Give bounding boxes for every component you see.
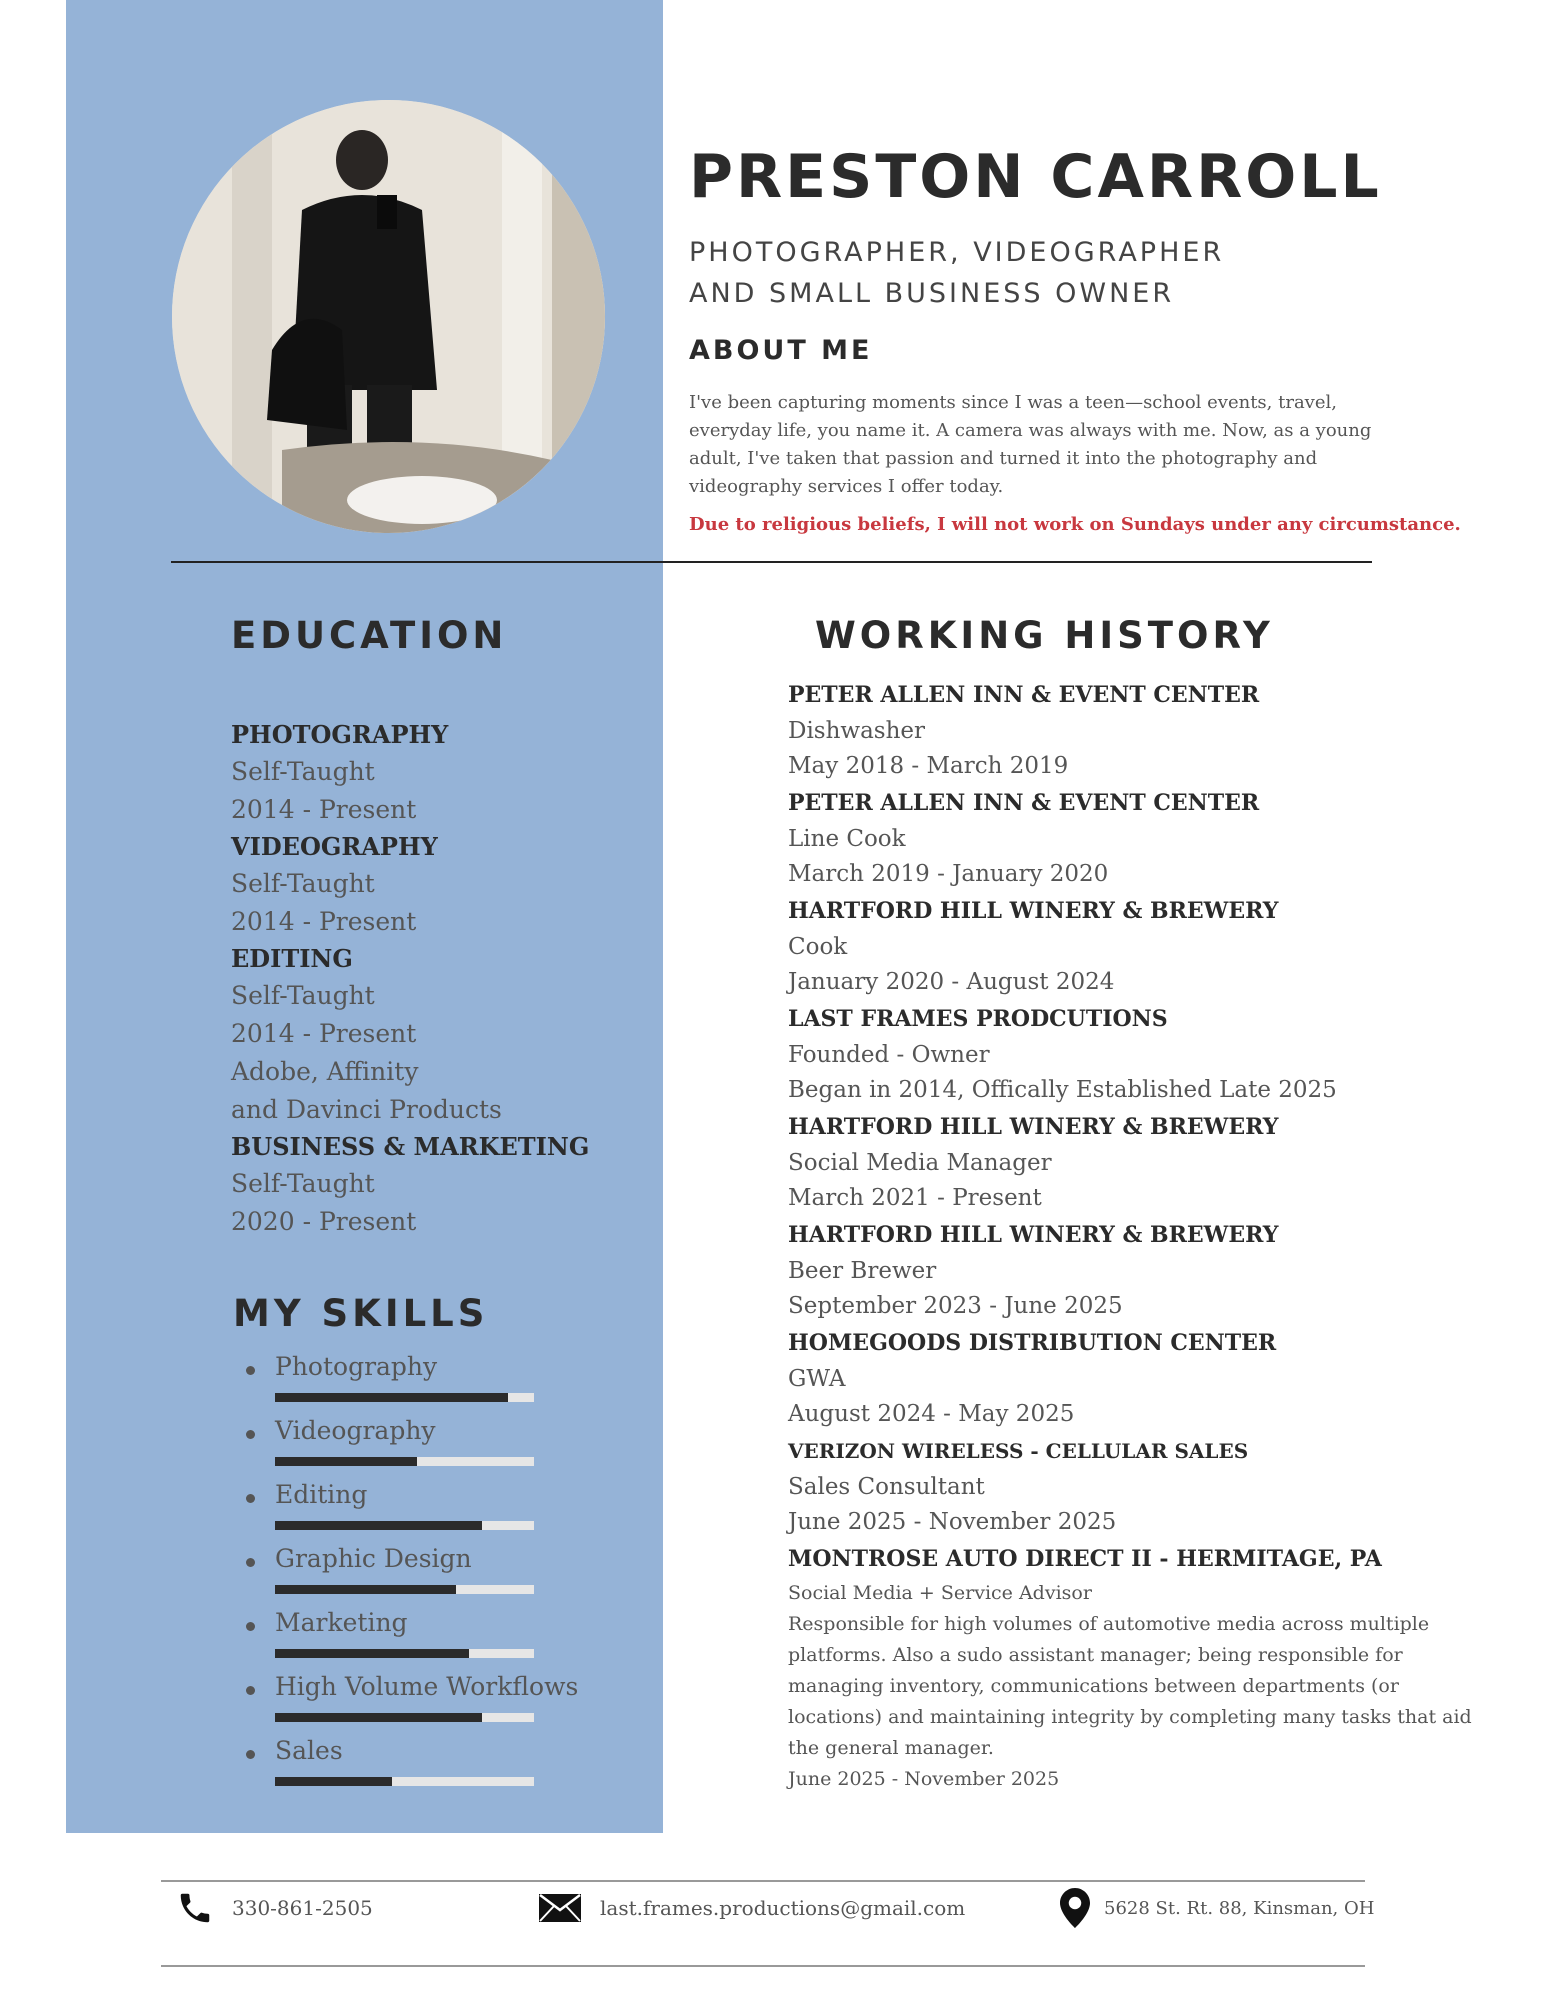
street-address: 5628 St. Rt. 88, Kinsman, OH (1104, 1897, 1375, 1919)
job-entry (788, 1000, 1508, 1108)
skill-level-bar (275, 1777, 534, 1786)
education-detail: Self-Taught (231, 981, 375, 1010)
skills-list (236, 1352, 656, 1800)
education-entry (231, 717, 651, 829)
education-title: BUSINESS & MARKETING (231, 1132, 590, 1161)
skill-level-fill (275, 1777, 392, 1786)
skill-level-fill (275, 1713, 482, 1722)
skill-label: Sales (275, 1736, 343, 1765)
job-dates: June 2025 - November 2025 (788, 1509, 1117, 1535)
job-role: GWA (788, 1366, 846, 1392)
footer-top-rule (161, 1880, 1365, 1882)
skill-level-bar (275, 1521, 534, 1530)
skill-level-bar (275, 1713, 534, 1722)
about-line: I've been capturing moments since I was a teen—school events, travel, (689, 392, 1337, 413)
bullet-icon (246, 1750, 255, 1759)
skill-label: Videography (275, 1416, 436, 1445)
job-description-line: Responsible for high volumes of automotive media across multiple (788, 1613, 1430, 1635)
job-entry (788, 892, 1508, 1000)
phone-number[interactable]: 330-861-2505 (232, 1896, 373, 1920)
envelope-icon (538, 1892, 582, 1924)
availability-notice: Due to religious beliefs, I will not work on Sundays under any circumstance. (689, 514, 1461, 535)
job-dates: August 2024 - May 2025 (788, 1401, 1075, 1427)
location-pin-icon (1060, 1888, 1090, 1928)
skill-label: Marketing (275, 1608, 408, 1637)
job-company: HARTFORD HILL WINERY & BREWERY (788, 898, 1279, 924)
job-dates: January 2020 - August 2024 (788, 969, 1115, 995)
about-line: adult, I've taken that passion and turned it into the photography and (689, 448, 1318, 469)
skill-item (236, 1544, 656, 1608)
work-heading: WORKING HISTORY (815, 614, 1274, 657)
job-role: Sales Consultant (788, 1474, 985, 1500)
skill-item (236, 1480, 656, 1544)
email-address[interactable]: last.frames.productions@gmail.com (600, 1896, 966, 1920)
education-detail: Self-Taught (231, 1169, 375, 1198)
contact-address (1060, 1888, 1374, 1928)
job-description-line: managing inventory, communications between departments (or (788, 1675, 1399, 1697)
about-paragraph (689, 389, 1389, 501)
job-company: MONTROSE AUTO DIRECT II - HERMITAGE, PA (788, 1546, 1382, 1572)
phone-icon (176, 1889, 214, 1927)
education-heading: EDUCATION (231, 614, 508, 657)
subtitle-line: PHOTOGRAPHER, VIDEOGRAPHER (689, 237, 1225, 268)
job-company: LAST FRAMES PRODCUTIONS (788, 1006, 1168, 1032)
about-heading: ABOUT ME (689, 335, 873, 366)
bullet-icon (246, 1366, 255, 1375)
job-dates: March 2019 - January 2020 (788, 861, 1109, 887)
job-entry (788, 1540, 1508, 1795)
contact-email (538, 1888, 965, 1928)
education-title: PHOTOGRAPHY (231, 720, 449, 749)
job-role: Beer Brewer (788, 1258, 937, 1284)
skill-level-bar (275, 1457, 534, 1466)
job-company: HOMEGOODS DISTRIBUTION CENTER (788, 1330, 1277, 1356)
education-detail: Adobe, Affinity (231, 1057, 419, 1086)
skill-label: Photography (275, 1352, 438, 1381)
skill-level-fill (275, 1521, 482, 1530)
job-role: Line Cook (788, 826, 906, 852)
profile-photo-image (172, 100, 605, 533)
bullet-icon (246, 1558, 255, 1567)
skill-level-fill (275, 1585, 456, 1594)
skill-label: Graphic Design (275, 1544, 472, 1573)
bullet-icon (246, 1686, 255, 1695)
skill-level-fill (275, 1393, 508, 1402)
skill-item (236, 1608, 656, 1672)
bullet-icon (246, 1430, 255, 1439)
job-role: Dishwasher (788, 718, 926, 744)
skill-item (236, 1736, 656, 1800)
job-entry (788, 1432, 1508, 1540)
job-role: Social Media + Service Advisor (788, 1582, 1092, 1604)
skill-item (236, 1416, 656, 1480)
page-title: PRESTON CARROLL (689, 142, 1382, 212)
skill-level-bar (275, 1393, 534, 1402)
job-company: PETER ALLEN INN & EVENT CENTER (788, 790, 1260, 816)
job-dates: March 2021 - Present (788, 1185, 1042, 1211)
job-dates: Began in 2014, Offically Established Late 2025 (788, 1077, 1337, 1103)
education-detail: 2014 - Present (231, 907, 417, 936)
job-subtitle (689, 232, 1224, 314)
job-description-line: the general manager. (788, 1737, 994, 1759)
skill-label: Editing (275, 1480, 368, 1509)
education-title: EDITING (231, 944, 353, 973)
skill-level-fill (275, 1649, 469, 1658)
education-detail: and Davinci Products (231, 1095, 502, 1124)
footer-bottom-rule (161, 1965, 1365, 1967)
subtitle-line: AND SMALL BUSINESS OWNER (689, 278, 1175, 309)
job-description (788, 1609, 1508, 1764)
skills-heading: MY SKILLS (233, 1292, 489, 1335)
education-title: VIDEOGRAPHY (231, 832, 438, 861)
section-divider (171, 561, 1372, 563)
job-role: Cook (788, 934, 848, 960)
education-detail: 2014 - Present (231, 1019, 417, 1048)
education-entry (231, 1129, 651, 1241)
education-entry (231, 941, 651, 1129)
skill-item (236, 1672, 656, 1736)
work-history-list (788, 676, 1508, 1795)
job-entry (788, 1108, 1508, 1216)
education-entry (231, 829, 651, 941)
profile-photo (172, 100, 605, 533)
education-detail: Self-Taught (231, 757, 375, 786)
job-dates: May 2018 - March 2019 (788, 753, 1069, 779)
job-dates: June 2025 - November 2025 (788, 1768, 1060, 1790)
job-company: HARTFORD HILL WINERY & BREWERY (788, 1114, 1279, 1140)
skill-level-bar (275, 1649, 534, 1658)
job-company: VERIZON WIRELESS - CELLULAR SALES (788, 1439, 1249, 1463)
job-entry (788, 676, 1508, 784)
skill-item (236, 1352, 656, 1416)
contact-phone (176, 1888, 373, 1928)
job-role: Founded - Owner (788, 1042, 990, 1068)
job-role: Social Media Manager (788, 1150, 1052, 1176)
job-description-line: platforms. Also a sudo assistant manager; being responsible for (788, 1644, 1403, 1666)
skill-level-bar (275, 1585, 534, 1594)
education-detail: Self-Taught (231, 869, 375, 898)
job-entry (788, 1216, 1508, 1324)
job-company: HARTFORD HILL WINERY & BREWERY (788, 1222, 1279, 1248)
job-entry (788, 1324, 1508, 1432)
skill-label: High Volume Workflows (275, 1672, 579, 1701)
education-detail: 2014 - Present (231, 795, 417, 824)
job-entry (788, 784, 1508, 892)
skill-level-fill (275, 1457, 417, 1466)
job-dates: September 2023 - June 2025 (788, 1293, 1123, 1319)
about-line: everyday life, you name it. A camera was always with me. Now, as a young (689, 420, 1372, 441)
education-detail: 2020 - Present (231, 1207, 417, 1236)
bullet-icon (246, 1622, 255, 1631)
education-list (231, 717, 651, 1241)
job-company: PETER ALLEN INN & EVENT CENTER (788, 682, 1260, 708)
bullet-icon (246, 1494, 255, 1503)
about-line: videography services I offer today. (689, 476, 1004, 497)
job-description-line: locations) and maintaining integrity by completing many tasks that aid (788, 1706, 1472, 1728)
